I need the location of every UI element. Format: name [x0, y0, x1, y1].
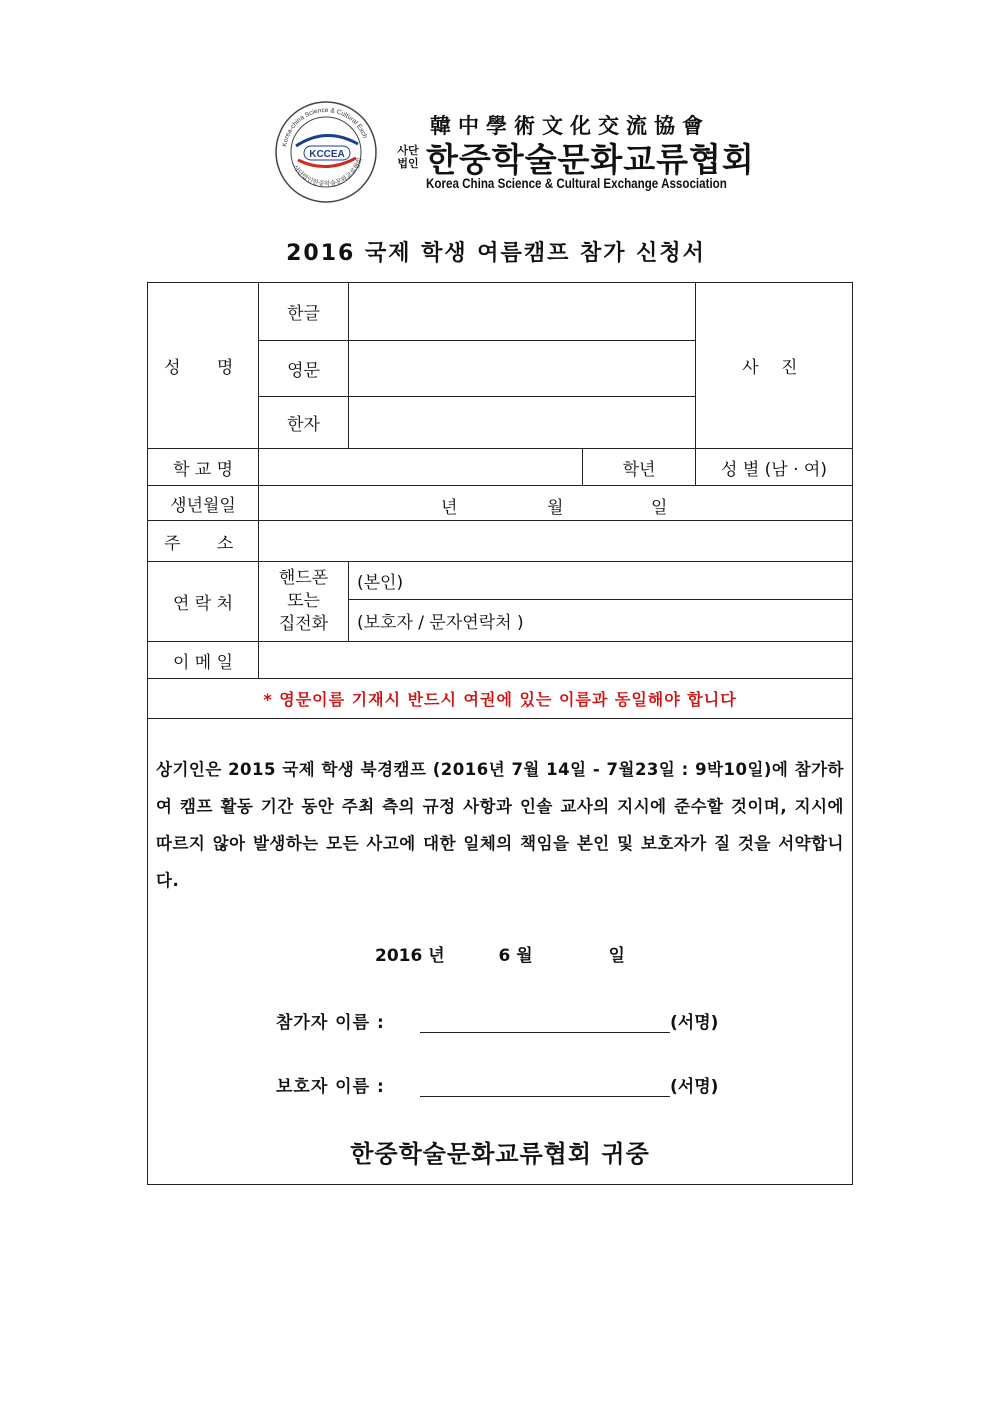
org-hanja-name: 韓中學術文化交流協會: [430, 113, 710, 138]
address-label: 주 소: [148, 521, 259, 562]
email-field[interactable]: [259, 642, 853, 679]
hangul-label: 한글: [259, 283, 349, 341]
phone-label: 핸드폰 또는 집전화: [259, 562, 349, 642]
application-form-table: [147, 282, 853, 1185]
passport-name-notice: * 영문이름 기재시 반드시 여권에 있는 이름과 동일해야 합니다: [148, 679, 853, 719]
document-title: 2016 국제 학생 여름캠프 참가 신청서: [286, 241, 706, 266]
english-label: 영문: [259, 341, 349, 397]
birth-year-label: 년: [441, 498, 458, 518]
org-korean-name: 한중학술문화교류협회: [426, 140, 755, 179]
gender-label[interactable]: 성 별 (남 · 여): [696, 449, 853, 486]
org-english-name: Korea China Science & Cultural Exchange Association: [426, 176, 727, 191]
address-field[interactable]: [259, 521, 853, 562]
hanja-label: 한자: [259, 397, 349, 449]
school-field[interactable]: [259, 449, 583, 486]
corporate-prefix: 사단 법인: [397, 144, 419, 170]
guardian-phone-field[interactable]: (보호자 / 문자연락처 ): [349, 600, 853, 642]
seal-ring-top-text: Korea-china Science & Cultural Exch: [281, 106, 369, 148]
self-phone-field[interactable]: (본인): [349, 562, 853, 600]
seal-ring-bottom-text: 사단법인한중학술문화교류협회: [291, 156, 365, 188]
pledge-text: 상기인은 2015 국제 학생 북경캠프 (2016년 7월 14일 - 7월23일 : 9박10일)에 참가하여 캠프 활동 기간 동안 주최 측의 규정 사항과 인솔 교사의 지시에 준수할 것이며, 지시에 따르지 않아 발생하는 모든 사고에 대한 일체의 책임을 본인 및 보호자가 질 것을 서약합니다.: [156, 760, 844, 890]
participant-name-label: 참가자 이름 :: [276, 1013, 385, 1033]
birth-month-label: 월: [547, 498, 564, 518]
email-label: 이 메 일: [148, 642, 259, 679]
english-name-field[interactable]: [349, 341, 696, 397]
hangul-name-field[interactable]: [349, 283, 696, 341]
participant-signature-line[interactable]: [420, 1032, 670, 1033]
pledge-date-month: 6 월: [498, 946, 533, 966]
guardian-signature-suffix: (서명): [670, 1077, 719, 1097]
hanja-name-field[interactable]: [349, 397, 696, 449]
birth-date-field[interactable]: [259, 486, 853, 521]
pledge-date-year: 2016 년: [375, 946, 445, 966]
guardian-signature-line[interactable]: [420, 1096, 670, 1097]
photo-label: 사 진: [742, 358, 806, 378]
letterhead: [274, 100, 774, 200]
birth-day-label: 일: [651, 498, 668, 518]
participant-signature-row: [148, 1008, 852, 1034]
contact-label: 연 락 처: [148, 562, 259, 642]
participant-signature-suffix: (서명): [670, 1013, 719, 1033]
seal-center-text: KCCEA: [309, 149, 345, 160]
recipient-line: 한중학술문화교류협회 귀중: [350, 1140, 650, 1168]
guardian-signature-row: [148, 1072, 852, 1098]
grade-label[interactable]: 학년: [583, 449, 696, 486]
association-seal-icon: [274, 100, 378, 204]
pledge-date: [148, 941, 852, 966]
name-label: 성 명: [148, 283, 259, 449]
pledge-section: [148, 719, 853, 1185]
pledge-date-day: 일: [608, 946, 625, 966]
photo-box[interactable]: [696, 283, 853, 449]
guardian-name-label: 보호자 이름 :: [276, 1077, 385, 1097]
school-label: 학 교 명: [148, 449, 259, 486]
birth-label: 생년월일: [148, 486, 259, 521]
